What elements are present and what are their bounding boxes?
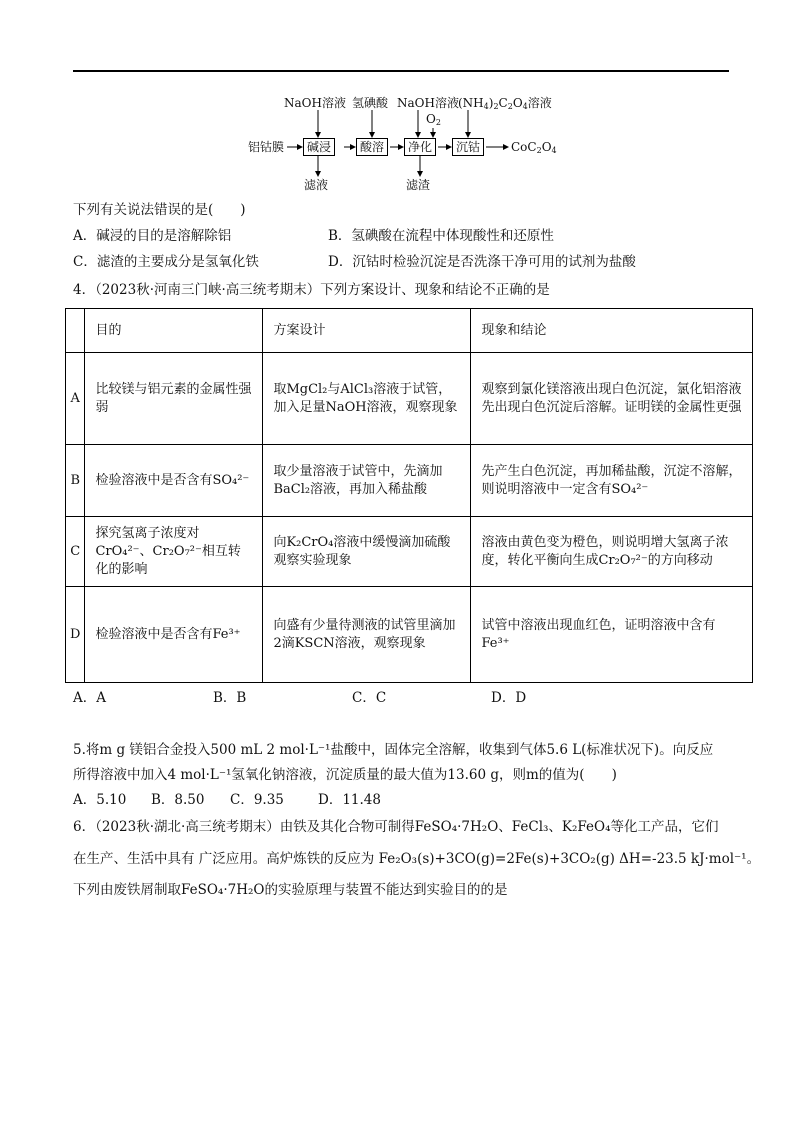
row-result: 先产生白色沉淀，再加稀盐酸，沉淀不溶解，则说明溶液中一定含有SO₄²⁻ (471, 445, 753, 517)
q5-line-1: 5.将m g 镁铝合金投入500 mL 2 mol·L⁻¹盐酸中，固体完全溶解，收集到气体5.6 L(标准状况下)。向反应 (73, 742, 714, 758)
step-precipitate-cobalt: 沉钴 (452, 138, 484, 156)
q4-options (73, 688, 526, 708)
table-row (66, 445, 753, 517)
q4-option-d: D．D (491, 690, 527, 706)
q6-line-1: 6．（2023秋·湖北·高三统考期末）由铁及其化合物可制得FeSO₄·7H₂O、FeCl₃、K₂FeO₄等化工产品，它们 (73, 819, 719, 835)
table-header-result: 现象和结论 (471, 309, 753, 353)
waste-filtrate: 滤液 (304, 178, 329, 192)
reagent-naoh-2: NaOH溶液 (397, 96, 459, 110)
row-key: D (66, 587, 85, 683)
q3-option-b: B．氢碘酸在流程中体现酸性和还原性 (328, 228, 554, 244)
row-purpose: 探究氢离子浓度对CrO₄²⁻、Cr₂O₇²⁻相互转化的影响 (85, 517, 263, 587)
q3-option-a: A．碱浸的目的是溶解除铝 (73, 228, 232, 244)
q3-stem: 下列有关说法错误的是( ) (73, 202, 246, 218)
q5-option-d: D．11.48 (318, 792, 381, 808)
q4-option-b: B．B (213, 690, 247, 706)
row-key: C (66, 517, 85, 587)
step-purify: 净化 (404, 138, 436, 156)
row-design: 取MgCl₂与AlCl₃溶液于试管，加入足量NaOH溶液，观察现象 (263, 353, 471, 445)
q4-stem: 4．（2023秋·河南三门峡·高三统考期末）下列方案设计、现象和结论不正确的是 (73, 282, 550, 298)
table-header-row (66, 309, 753, 353)
q5-line-2: 所得溶液中加入4 mol·L⁻¹氢氧化钠溶液，沉淀质量的最大值为13.60 g，则m的值为( ) (73, 767, 617, 783)
q4-table (65, 308, 753, 683)
table-header-key (66, 309, 85, 353)
q3-options-row1 (73, 226, 554, 246)
reagent-hi: 氢碘酸 (352, 96, 389, 110)
step-alkali-leach: 碱浸 (303, 138, 335, 156)
reagent-ammonium-oxalate: $(NH_4)_2C_2O_4$溶液 (458, 96, 552, 111)
q4-option-a: A．A (73, 690, 106, 706)
table-row (66, 353, 753, 445)
row-purpose: 检验溶液中是否含有SO₄²⁻ (85, 445, 263, 517)
q3-option-d: D．沉钴时检验沉淀是否洗涤干净可用的试剂为盐酸 (328, 254, 636, 270)
step-acid-dissolve: 酸溶 (356, 138, 388, 156)
q5-option-b: B．8.50 (151, 792, 205, 808)
table-row (66, 517, 753, 587)
row-purpose: 比较镁与铝元素的金属性强弱 (85, 353, 263, 445)
table-header-design: 方案设计 (263, 309, 471, 353)
table-header-purpose: 目的 (85, 309, 263, 353)
start-material: 铝钴膜 (248, 140, 285, 154)
row-design: 向K₂CrO₄溶液中缓慢滴加硫酸观察实验现象 (263, 517, 471, 587)
q6-line-3: 下列由废铁屑制取FeSO₄·7H₂O的实验原理与装置不能达到实验目的的是 (73, 882, 508, 898)
row-key: A (66, 353, 85, 445)
row-result: 观察到氯化镁溶液出现白色沉淀，氯化铝溶液先出现白色沉淀后溶解。证明镁的金属性更强 (471, 353, 753, 445)
process-flowchart (240, 92, 600, 197)
reagent-naoh-1: NaOH溶液 (284, 96, 346, 110)
row-key: B (66, 445, 85, 517)
q4-option-c: C．C (352, 690, 387, 706)
row-design: 取少量溶液于试管中，先滴加BaCl₂溶液，再加入稀盐酸 (263, 445, 471, 517)
header-rule (73, 70, 729, 72)
q5-options (73, 790, 381, 810)
row-result: 溶液由黄色变为橙色，则说明增大氢离子浓度，转化平衡向生成Cr₂O₇²⁻的方向移动 (471, 517, 753, 587)
reagent-o2: $O_2$ (426, 112, 441, 127)
waste-residue: 滤渣 (406, 178, 431, 192)
row-result: 试管中溶液出现血红色，证明溶液中含有Fe³⁺ (471, 587, 753, 683)
q5-option-a: A．5.10 (73, 792, 127, 808)
q3-option-c: C．滤渣的主要成分是氢氧化铁 (73, 254, 259, 270)
row-design: 向盛有少量待测液的试管里滴加2滴KSCN溶液，观察现象 (263, 587, 471, 683)
row-purpose: 检验溶液中是否含有Fe³⁺ (85, 587, 263, 683)
q3-options-row2 (73, 252, 636, 272)
product-cobalt-oxalate: $CoC_2O_4$ (511, 140, 557, 155)
q6-line-2: 在生产、生活中具有 广泛应用。高炉炼铁的反应为 Fe₂O₃(s)+3CO(g)=2Fe(s)+3CO₂(g) ΔH=-23.5 kJ·mol⁻¹。 (73, 851, 761, 867)
q5-option-c: C．9.35 (230, 792, 284, 808)
table-row (66, 587, 753, 683)
